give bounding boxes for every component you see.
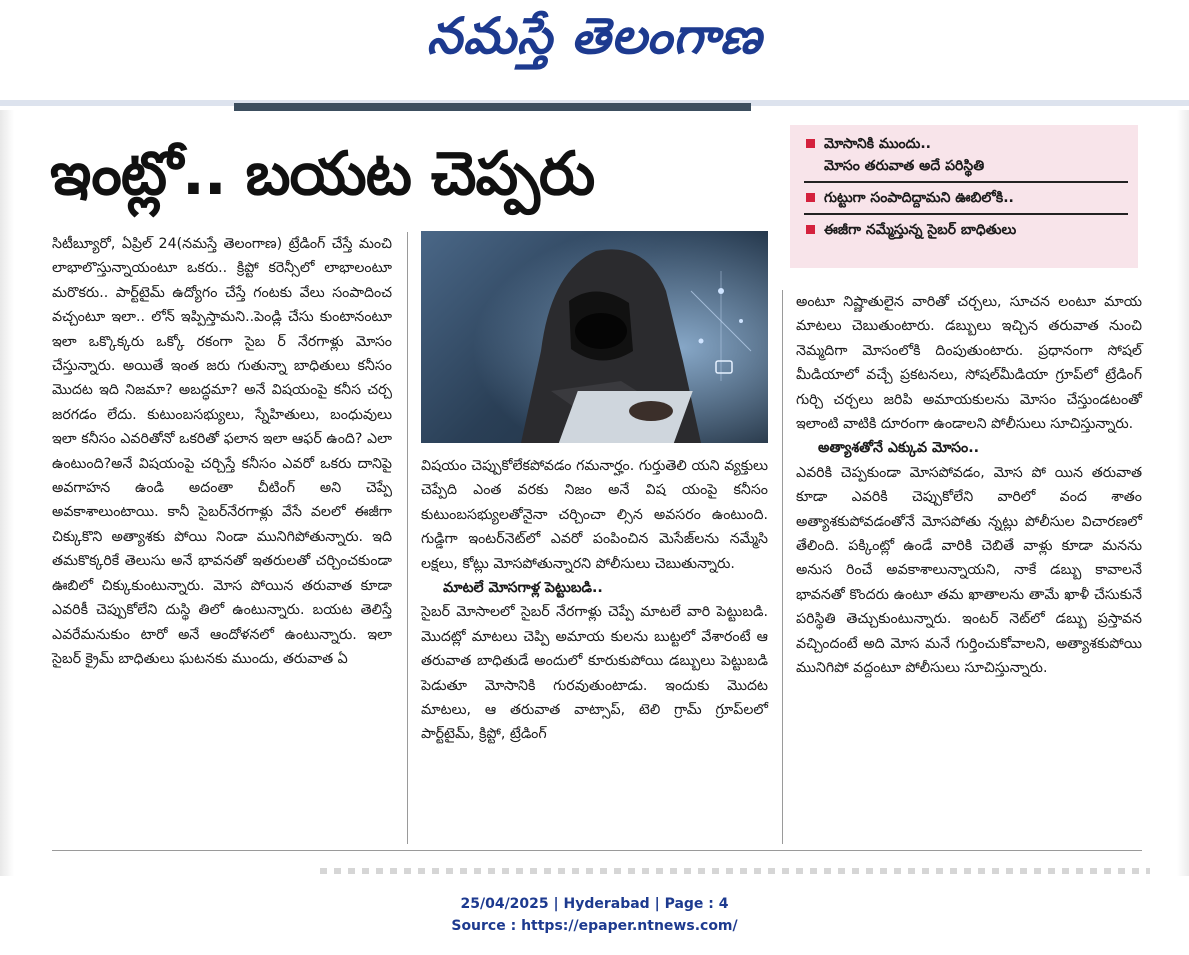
article-paragraph: సిటీబ్యూరో, ఏప్రిల్ 24(నమస్తే తెలంగాణ) ట్రేడింగ్ చేస్తే మంచి లాభాలొస్తున్నాయంటూ ఒకరు.. క్రిప్టో కరెన్సీలో లాభాలంటూ మరొకరు.. పార్ట్‌టైమ్ ఉద్యోగం చేస్తే గంటకు వేలు సంపాదించ వచ్చంటూ ఇలా.. లోన్ ఇప్పిస్తామని..పెండ్లి చేసు కుంటానంటూ ఇలా ఒక్కొక్కరు ఒక్కో రకంగా సైబ ర్ నేరగాళ్లు మోసం చేస్తున్నారు. అయితే ఇంత జరు గుతున్నా బాధితులు కనీసం మొదట ఇది నిజమా? అబద్ధమా? అనే విషయంపై కనీస చర్చ జరగడం లేదు. కుటుంబసభ్యులు, స్నేహితులు, బంధువులు ఇలా కనీసం ఎవరితోనో ఒకరితో ఫలాన ఇలా ఆఫర్ ఉంది? ఎలా ఉంటుంది?అనే విషయంపై చర్చిస్తే కనీసం ఎవరో ఒకరు దానిపై అవగాహన ఉండి అదంతా చీటింగ్ అని చెప్పే అవకాశాలుంటాయి. కానీ సైబర్‌నేరగాళ్లు వేసే వలలో ఈజీగా చిక్కుకొని అత్యాశకు పోయి నిండా మునిగిపోతున్నారు. ఇది తమకొక్కరికే తెలుసు అనే భావనతో ఇతరులతో చర్చించకుండా ఊబిలో చిక్కుకుంటున్నారు. మోస పోయిన తరువాత కూడా ఎవరికీ చెప్పుకోలేని దుస్థి తిలో ఉంటున్నారు. బయట తెలిస్తే ఎవరేమనుకుం టారో అనే ఆందోళనలో ఉంటున్నారు. ఇలా సైబర్ క్రైమ్ బాధితులు ఘటనకు ముందు, తరువాత ఏ bbox=[52, 236, 392, 667]
highlight-text: మోసం తరువాత అదే పరిస్థితి bbox=[824, 158, 985, 174]
highlight-item bbox=[804, 129, 1128, 183]
section-subheading: అత్యాశతోనే ఎక్కువ మోసం.. bbox=[818, 440, 980, 457]
highlights-box bbox=[790, 125, 1138, 268]
newspaper-logo: నమస్తే తెలంగాణ bbox=[426, 6, 763, 65]
cut-off-next-line bbox=[320, 868, 1150, 874]
article-paragraph: ఎవరికి చెప్పకుండా మోసపోవడం, మోస పో యిన తరువాత కూడా ఎవరికి చెప్పుకోలేని వారిలో వంద శాతం అత్యాశకుపోవడంతోనే మోసపోతు న్నట్లు పోలీసుల విచారణలో తేలింది. పక్కింట్లో ఉండే వారికి చెబితే వాళ్లు కూడా మనను అనుస రించే అవకాశాలున్నాయని, నాకే డబ్బు కావాలనే భావనతో కొందరు ఉంటూ తమ ఖాతాలను తామే ఖాళీ చేసుకునే పరిస్థితి తెచ్చుకుంటున్నారు. ఇంటర్ నెట్‌లో డబ్బు ప్రస్తావన వచ్చిందంటే అది మోస మనే గుర్తించుకోవాలని, అత్యాశకుపోయి మునిగిపో వద్దంటూ పోలీసులు సూచిస్తున్నారు. bbox=[796, 464, 1142, 677]
highlight-text: ఈజీగా నమ్మేస్తున్న సైబర్ బాధితులు bbox=[824, 222, 1017, 238]
header-accent-bar bbox=[234, 103, 751, 111]
hacker-illustration-icon bbox=[421, 231, 768, 443]
highlight-item bbox=[804, 183, 1128, 215]
article-paragraph: విషయం చెప్పుకోలేకపోవడం గమనార్హం. గుర్తుతెలి యని వ్యక్తులు చెప్పేది ఎంత వరకు నిజం అనే విష యంపై కనీసం కుటుంబసభ్యులతోనైనా చర్చించా ల్సిన అవసరం ఉంటుంది. గుడ్డిగా ఇంటర్‌నెట్‌లో ఎవరో పంపించిన మెసేజ్‌లను నమ్మేసి లక్షలు, కోట్లు మోసపోతున్నారని పోలీసులు చెబుతున్నారు. bbox=[421, 458, 768, 572]
column-divider bbox=[407, 232, 408, 844]
bullet-square-icon bbox=[806, 139, 815, 148]
article-photo bbox=[421, 231, 768, 443]
article-column-2 bbox=[421, 454, 768, 747]
footer bbox=[0, 876, 1189, 955]
article-paragraph: సైబర్ మోసాలలో సైబర్ నేరగాళ్లు చెప్పే మాటలే వారి పెట్టుబడి. మొదట్లో మాటలు చెప్పి అమాయ కులను బుట్టలో వేశారంటే ఆ తరువాత బాధితుడే అందులో కూరుకుపోయి డబ్బులు పెట్టుబడి పెడుతూ మోసానికి గురవుతుంటాడు. ఇందుకు మొదట మాటలు, ఆ తరువాత వాట్సాప్, టెలి గ్రామ్ గ్రూప్‌లలో పార్ట్‌టైమ్, క్రిప్టో, ట్రేడింగ్ bbox=[421, 604, 768, 743]
page-edge-left bbox=[0, 110, 14, 880]
section-subheading: మాటలే మోసగాళ్ల పెట్టుబడి.. bbox=[443, 580, 603, 597]
highlight-text: మోసానికి ముందు.. bbox=[824, 136, 932, 152]
page-edge-right bbox=[1177, 110, 1189, 880]
article-column-3 bbox=[796, 290, 1142, 681]
masthead bbox=[0, 0, 1189, 100]
footer-date-city-page: 25/04/2025 | Hyderabad | Page : 4 bbox=[460, 896, 729, 912]
bottom-divider bbox=[52, 850, 1142, 851]
article-column-1 bbox=[52, 232, 392, 671]
footer-source-link[interactable]: Source : https://epaper.ntnews.com/ bbox=[451, 918, 738, 934]
highlight-item bbox=[804, 215, 1128, 245]
column-divider bbox=[782, 290, 783, 844]
article-headline: ఇంట్లో.. బయట చెప్పరు bbox=[50, 139, 595, 209]
highlight-text: గుట్టుగా సంపాదిద్దామని ఊబిలోకి.. bbox=[824, 190, 1014, 206]
bullet-square-icon bbox=[806, 225, 815, 234]
article-paragraph: అంటూ నిష్ణాతులైన వారితో చర్చలు, సూచన లంటూ మాయ మాటలు చెబుతుంటారు. డబ్బులు ఇచ్చిన తరువాత నుంచి నెమ్మదిగా మోసంలోకి దింపుతుంటారు. ప్రధానంగా సోషల్ మీడియాలో వచ్చే ప్రకటనలు, సోషల్‌మీడియా గ్రూప్‌లో ట్రేడింగ్ గుర్చి చర్చలు జరిపి అమాయకులను మోసం చేస్తుండటంతో ఇలాంటి వాటికి దూరంగా ఉండాలని పోలీసులు సూచిస్తున్నారు. bbox=[796, 294, 1142, 433]
bullet-square-icon bbox=[806, 193, 815, 202]
